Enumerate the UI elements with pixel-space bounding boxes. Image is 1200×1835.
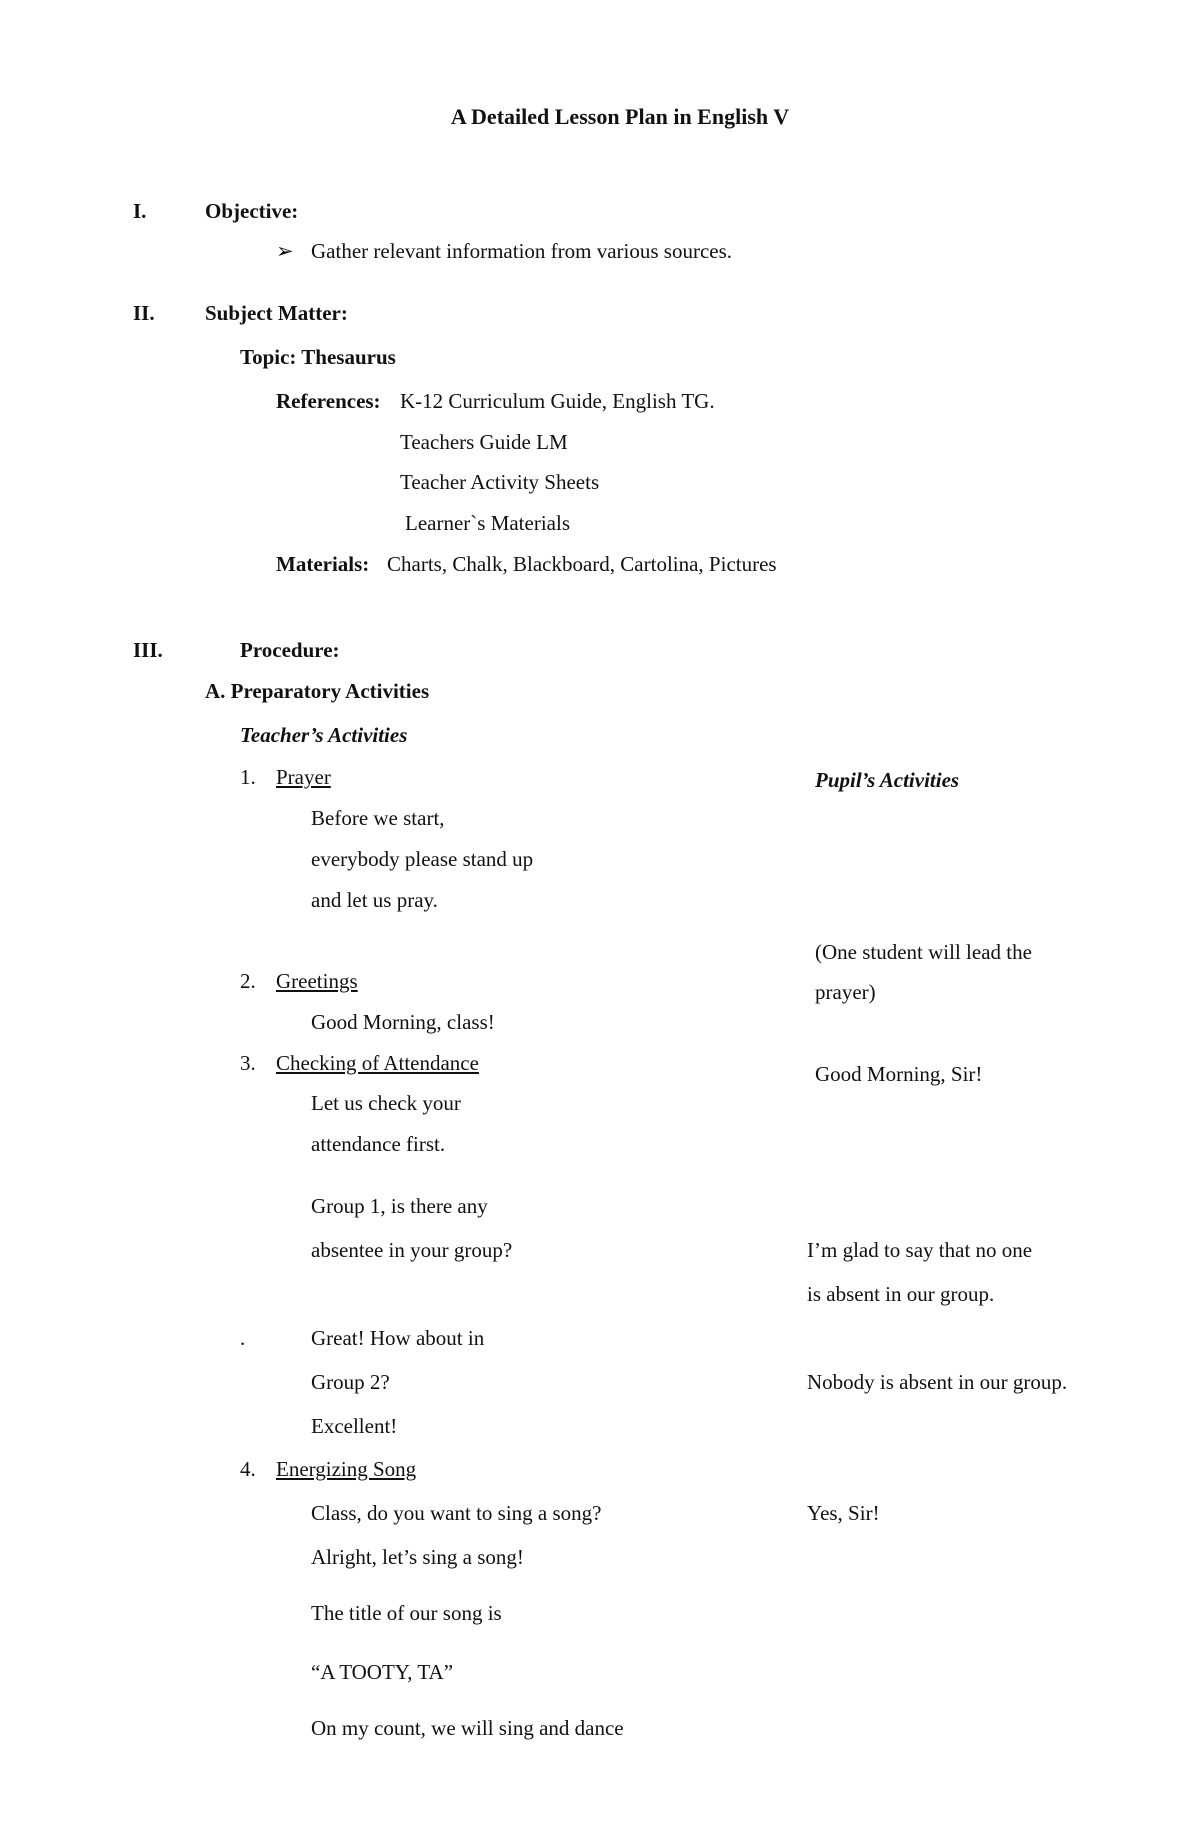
item-number: 4. (240, 1457, 256, 1481)
pupil-activities-header: Pupil’s Activities (815, 768, 960, 792)
reference-item: Learner`s Materials (405, 511, 570, 535)
reference-item: Teachers Guide LM (400, 430, 568, 454)
subject-matter-heading: Subject Matter: (205, 301, 348, 325)
stray-dot: . (240, 1326, 246, 1350)
greetings-heading: Greetings (276, 969, 358, 993)
teacher-line: absentee in your group? (311, 1238, 513, 1262)
attendance-heading: Checking of Attendance (276, 1051, 479, 1075)
reference-item: K-12 Curriculum Guide, English TG. (400, 389, 715, 413)
teacher-line: Great! How about in (311, 1326, 485, 1350)
bullet-arrow-icon: ➢ (276, 239, 294, 263)
item-number: 2. (240, 969, 256, 993)
references-label: References: (276, 389, 381, 413)
section-numeral-subject: II. (133, 301, 155, 325)
section-numeral-procedure: III. (133, 638, 163, 662)
item-number: 3. (240, 1051, 256, 1075)
teacher-line: Excellent! (311, 1414, 398, 1438)
section-numeral-objective: I. (133, 199, 147, 223)
energizing-song-heading: Energizing Song (276, 1457, 417, 1481)
procedure-heading: Procedure: (240, 638, 340, 662)
teacher-line: Group 1, is there any (311, 1194, 488, 1218)
pupil-line: prayer) (815, 980, 876, 1004)
pupil-line: I’m glad to say that no one (807, 1238, 1033, 1262)
teacher-line: and let us pray. (311, 888, 438, 912)
teacher-activities-header: Teacher’s Activities (240, 723, 408, 747)
materials-list: Charts, Chalk, Blackboard, Cartolina, Pictures (387, 552, 777, 576)
pupil-line: is absent in our group. (807, 1282, 995, 1306)
objective-item: Gather relevant information from various sources. (311, 239, 733, 263)
page-title: A Detailed Lesson Plan in English V (450, 104, 790, 129)
materials-label: Materials: (276, 552, 370, 576)
pupil-line: (One student will lead the (815, 940, 1032, 964)
teacher-line: Alright, let’s sing a song! (311, 1545, 524, 1569)
teacher-line: attendance first. (311, 1132, 446, 1156)
teacher-line: Before we start, (311, 806, 445, 830)
teacher-line: Good Morning, class! (311, 1010, 495, 1034)
teacher-line: “A TOOTY, TA” (311, 1660, 454, 1684)
preparatory-activities-heading: A. Preparatory Activities (205, 679, 430, 703)
topic-line: Topic: Thesaurus (240, 345, 396, 369)
teacher-line: Group 2? (311, 1370, 390, 1394)
teacher-line: On my count, we will sing and dance (311, 1716, 624, 1740)
teacher-line: everybody please stand up (311, 847, 534, 871)
objective-heading: Objective: (205, 199, 299, 223)
pupil-line: Nobody is absent in our group. (807, 1370, 1068, 1394)
teacher-line: Class, do you want to sing a song? (311, 1501, 602, 1525)
reference-item: Teacher Activity Sheets (400, 470, 600, 494)
teacher-line: Let us check your (311, 1091, 461, 1115)
teacher-line: The title of our song is (311, 1601, 502, 1625)
item-number: 1. (240, 765, 256, 789)
pupil-line: Good Morning, Sir! (815, 1062, 983, 1086)
prayer-heading: Prayer (276, 765, 331, 789)
pupil-line: Yes, Sir! (807, 1501, 880, 1525)
